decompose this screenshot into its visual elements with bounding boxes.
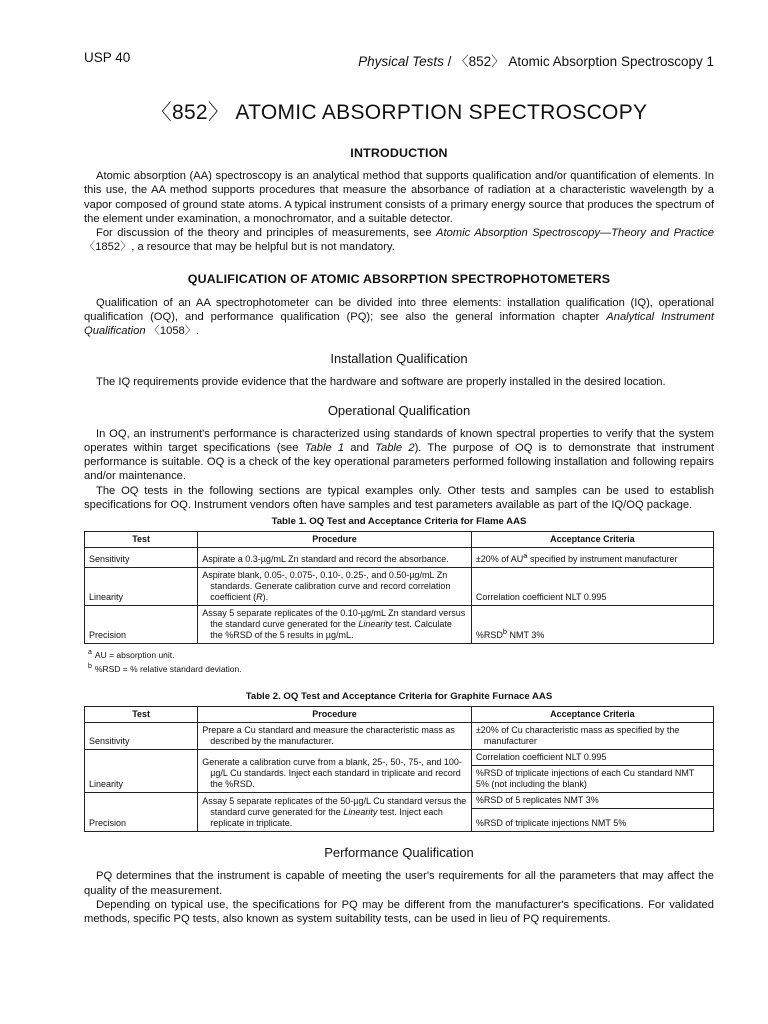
footnote-mark: b [88, 663, 92, 671]
table2 [84, 706, 714, 832]
table1-caption: Table 1. OQ Test and Acceptance Criteria for Flame AAS [271, 516, 527, 528]
table1 [84, 531, 714, 644]
pq-paragraph-1: PQ determines that the instrument is capable of meeting the user's requirements for all the parameters that may affect the quality of the measurement. [84, 870, 714, 897]
footnote-mark: b [502, 627, 508, 637]
criteria-text-end: specified by instrument manufacturer [527, 554, 678, 565]
header-section: Physical Tests [358, 54, 444, 69]
criteria-line-2: %RSD of triplicate injections of each Cu standard NMT 5% (not including the blank) [475, 768, 695, 790]
table2-procedure-linearity [198, 750, 472, 793]
header-edition: USP 40 [84, 50, 131, 65]
qual-p1-text: Qualification of an AA spectrophotometer can be divided into three elements: installation qualification (IQ), operational qualification (OQ), and performance qualification (PQ); see also the general information chapter [84, 296, 714, 323]
intro-paragraph-2 [84, 226, 714, 254]
table2-criteria-linearity [471, 750, 713, 793]
document-title: 〈852〉 ATOMIC ABSORPTION SPECTROSCOPY [150, 101, 648, 124]
oq-paragraph-2: The OQ tests in the following sections are typical examples only. Other tests and samples can be used to establish specifications for OQ. Instrument vendors often have samples and test parameters available as part of the IQ/OQ package. [84, 484, 714, 511]
procedure-italic: R [256, 592, 263, 603]
header-chapter [358, 50, 714, 70]
table1-criteria-precision [471, 606, 713, 644]
criteria-text: ±20% of AU [475, 554, 524, 565]
criteria-text-end: NMT 3% [507, 630, 545, 641]
qualification-paragraph [84, 296, 714, 339]
oq-p1-table2-ref: Table 2 [375, 442, 415, 455]
criteria-text: %RSD [475, 630, 503, 641]
table2-header-criteria: Acceptance Criteria [471, 707, 713, 723]
table-row [85, 750, 714, 793]
criteria-line-1: %RSD of 5 replicates NMT 3% [472, 793, 713, 809]
procedure-text-end: ). [262, 592, 269, 603]
table1-footnote-b [84, 661, 714, 675]
table-row [85, 568, 714, 606]
footnote-mark: a [523, 551, 528, 561]
footnote-mark: a [88, 649, 92, 657]
table1-procedure-linearity [198, 568, 472, 606]
table2-test-precision: Precision [85, 793, 198, 832]
procedure-text: Aspirate blank, 0.05-, 0.075-, 0.10-, 0.25-, and 0.50-µg/mL Zn standards. Generate calibration curve and record correlation coefficient ( [202, 570, 451, 603]
running-header [84, 50, 714, 70]
table1-header-criteria: Acceptance Criteria [471, 532, 713, 548]
procedure-text-end: test. Calculate the %RSD of the 5 results in µg/mL. [210, 619, 452, 641]
table2-procedure-precision [198, 793, 472, 832]
table1-header-test: Test [85, 532, 198, 548]
pq-heading: Performance Qualification [324, 845, 474, 861]
table-row [85, 606, 714, 644]
intro-paragraph-1: Atomic absorption (AA) spectroscopy is an analytical method that supports qualification and/or quantification of elements. In this use, the AA method supports procedures that measure the absorbance of radiation at a characteristic wavelength by a vapor composed of ground state atoms. A typical instrument consists of a primary energy source that produces the spectrum of the element under examination, a monochromator, and a suitable detector. [84, 170, 714, 225]
table1-test-linearity: Linearity [85, 568, 198, 606]
table1-footnote-a [84, 647, 714, 661]
header-chapter-title: / 〈852〉 Atomic Absorption Spectroscopy 1 [443, 54, 714, 69]
table1-criteria-linearity: Correlation coefficient NLT 0.995 [471, 568, 713, 606]
procedure-italic: Linearity [358, 619, 393, 630]
oq-paragraph-1 [84, 427, 714, 484]
qualification-heading: QUALIFICATION OF ATOMIC ABSORPTION SPECTROPHOTOMETERS [187, 272, 611, 287]
table1-procedure-precision [198, 606, 472, 644]
table1-procedure-sensitivity: Aspirate a 0.3-µg/mL Zn standard and record the absorbance. [198, 548, 472, 568]
table2-caption: Table 2. OQ Test and Acceptance Criteria for Graphite Furnace AAS [245, 690, 553, 702]
procedure-italic: Linearity [343, 807, 378, 818]
table-row [85, 548, 714, 568]
footnote-text: AU = absorption unit. [94, 650, 175, 661]
pq-paragraph-2: Depending on typical use, the specifications for PQ may be different from the manufacturer's specifications. For validated methods, specific PQ tests, also known as system suitability tests, can be used in lieu of PQ requirements. [84, 898, 714, 925]
oq-p1-text-end: ). The purpose of OQ is to demonstrate that instrument performance is suitable. OQ is a check of the key operational parameters performed following installation and following repairs and/or maintenance. [84, 442, 714, 483]
table1-header-procedure: Procedure [198, 532, 472, 548]
table-row [85, 793, 714, 832]
procedure-text-end: test. Inject each replicate in triplicate. [210, 807, 443, 829]
intro-p2-text-end: 〈1852〉, a resource that may be helpful but is not mandatory. [84, 241, 395, 254]
criteria-line-1: Correlation coefficient NLT 0.995 [472, 750, 713, 766]
oq-heading: Operational Qualification [327, 402, 471, 418]
procedure-text: Assay 5 separate replicates of the 0.10-µg/mL Zn standard versus the standard curve generated for the [202, 608, 466, 630]
table2-criteria-sensitivity [471, 723, 713, 750]
oq-p1-text: In OQ, an instrument's performance is characterized using standards of known spectral properties to verify that the system operates within target specifications (see [84, 427, 714, 455]
qual-p1-reference: Analytical Instrument Qualification [84, 310, 715, 338]
procedure-text: Prepare a Cu standard and measure the characteristic mass as described by the manufacturer. [202, 725, 455, 747]
intro-heading: INTRODUCTION [350, 146, 448, 160]
table2-header-test: Test [85, 707, 198, 723]
document-body [84, 146, 714, 926]
table1-criteria-sensitivity [471, 548, 713, 568]
table2-test-linearity: Linearity [85, 750, 198, 793]
table1-test-precision: Precision [85, 606, 198, 644]
oq-p1-and: and [344, 442, 376, 455]
intro-p2-reference: Atomic Absorption Spectroscopy—Theory and Practice [436, 227, 714, 240]
table2-criteria-precision [471, 793, 713, 832]
table1-test-sensitivity: Sensitivity [85, 548, 198, 568]
intro-p2-text: For discussion of the theory and principles of measurements, see [96, 227, 437, 240]
procedure-text: Generate a calibration curve from a blank, 25-, 50-, 75-, and 100-µg/L Cu standards. Inject each standard in triplicate and record the %RSD. [202, 757, 462, 790]
footnote-text: %RSD = % relative standard deviation. [94, 663, 242, 674]
table2-procedure-sensitivity [198, 723, 472, 750]
table-row [85, 723, 714, 750]
qual-p1-text-end: 〈1058〉. [145, 325, 200, 338]
iq-heading: Installation Qualification [330, 351, 468, 367]
table2-test-sensitivity: Sensitivity [85, 723, 198, 750]
criteria-text: ±20% of Cu characteristic mass as specified by the manufacturer [475, 725, 680, 747]
procedure-text: Assay 5 separate replicates of the 50-µg/L Cu standard versus the standard curve generated for the [202, 796, 467, 818]
iq-paragraph: The IQ requirements provide evidence that the hardware and software are properly installed in the desired location. [96, 376, 666, 389]
table1-header-row [85, 532, 714, 548]
criteria-line-2: %RSD of triplicate injections NMT 5% [475, 818, 627, 829]
table2-header-procedure: Procedure [198, 707, 472, 723]
oq-p1-table1-ref: Table 1 [304, 442, 345, 455]
table2-header-row [85, 707, 714, 723]
